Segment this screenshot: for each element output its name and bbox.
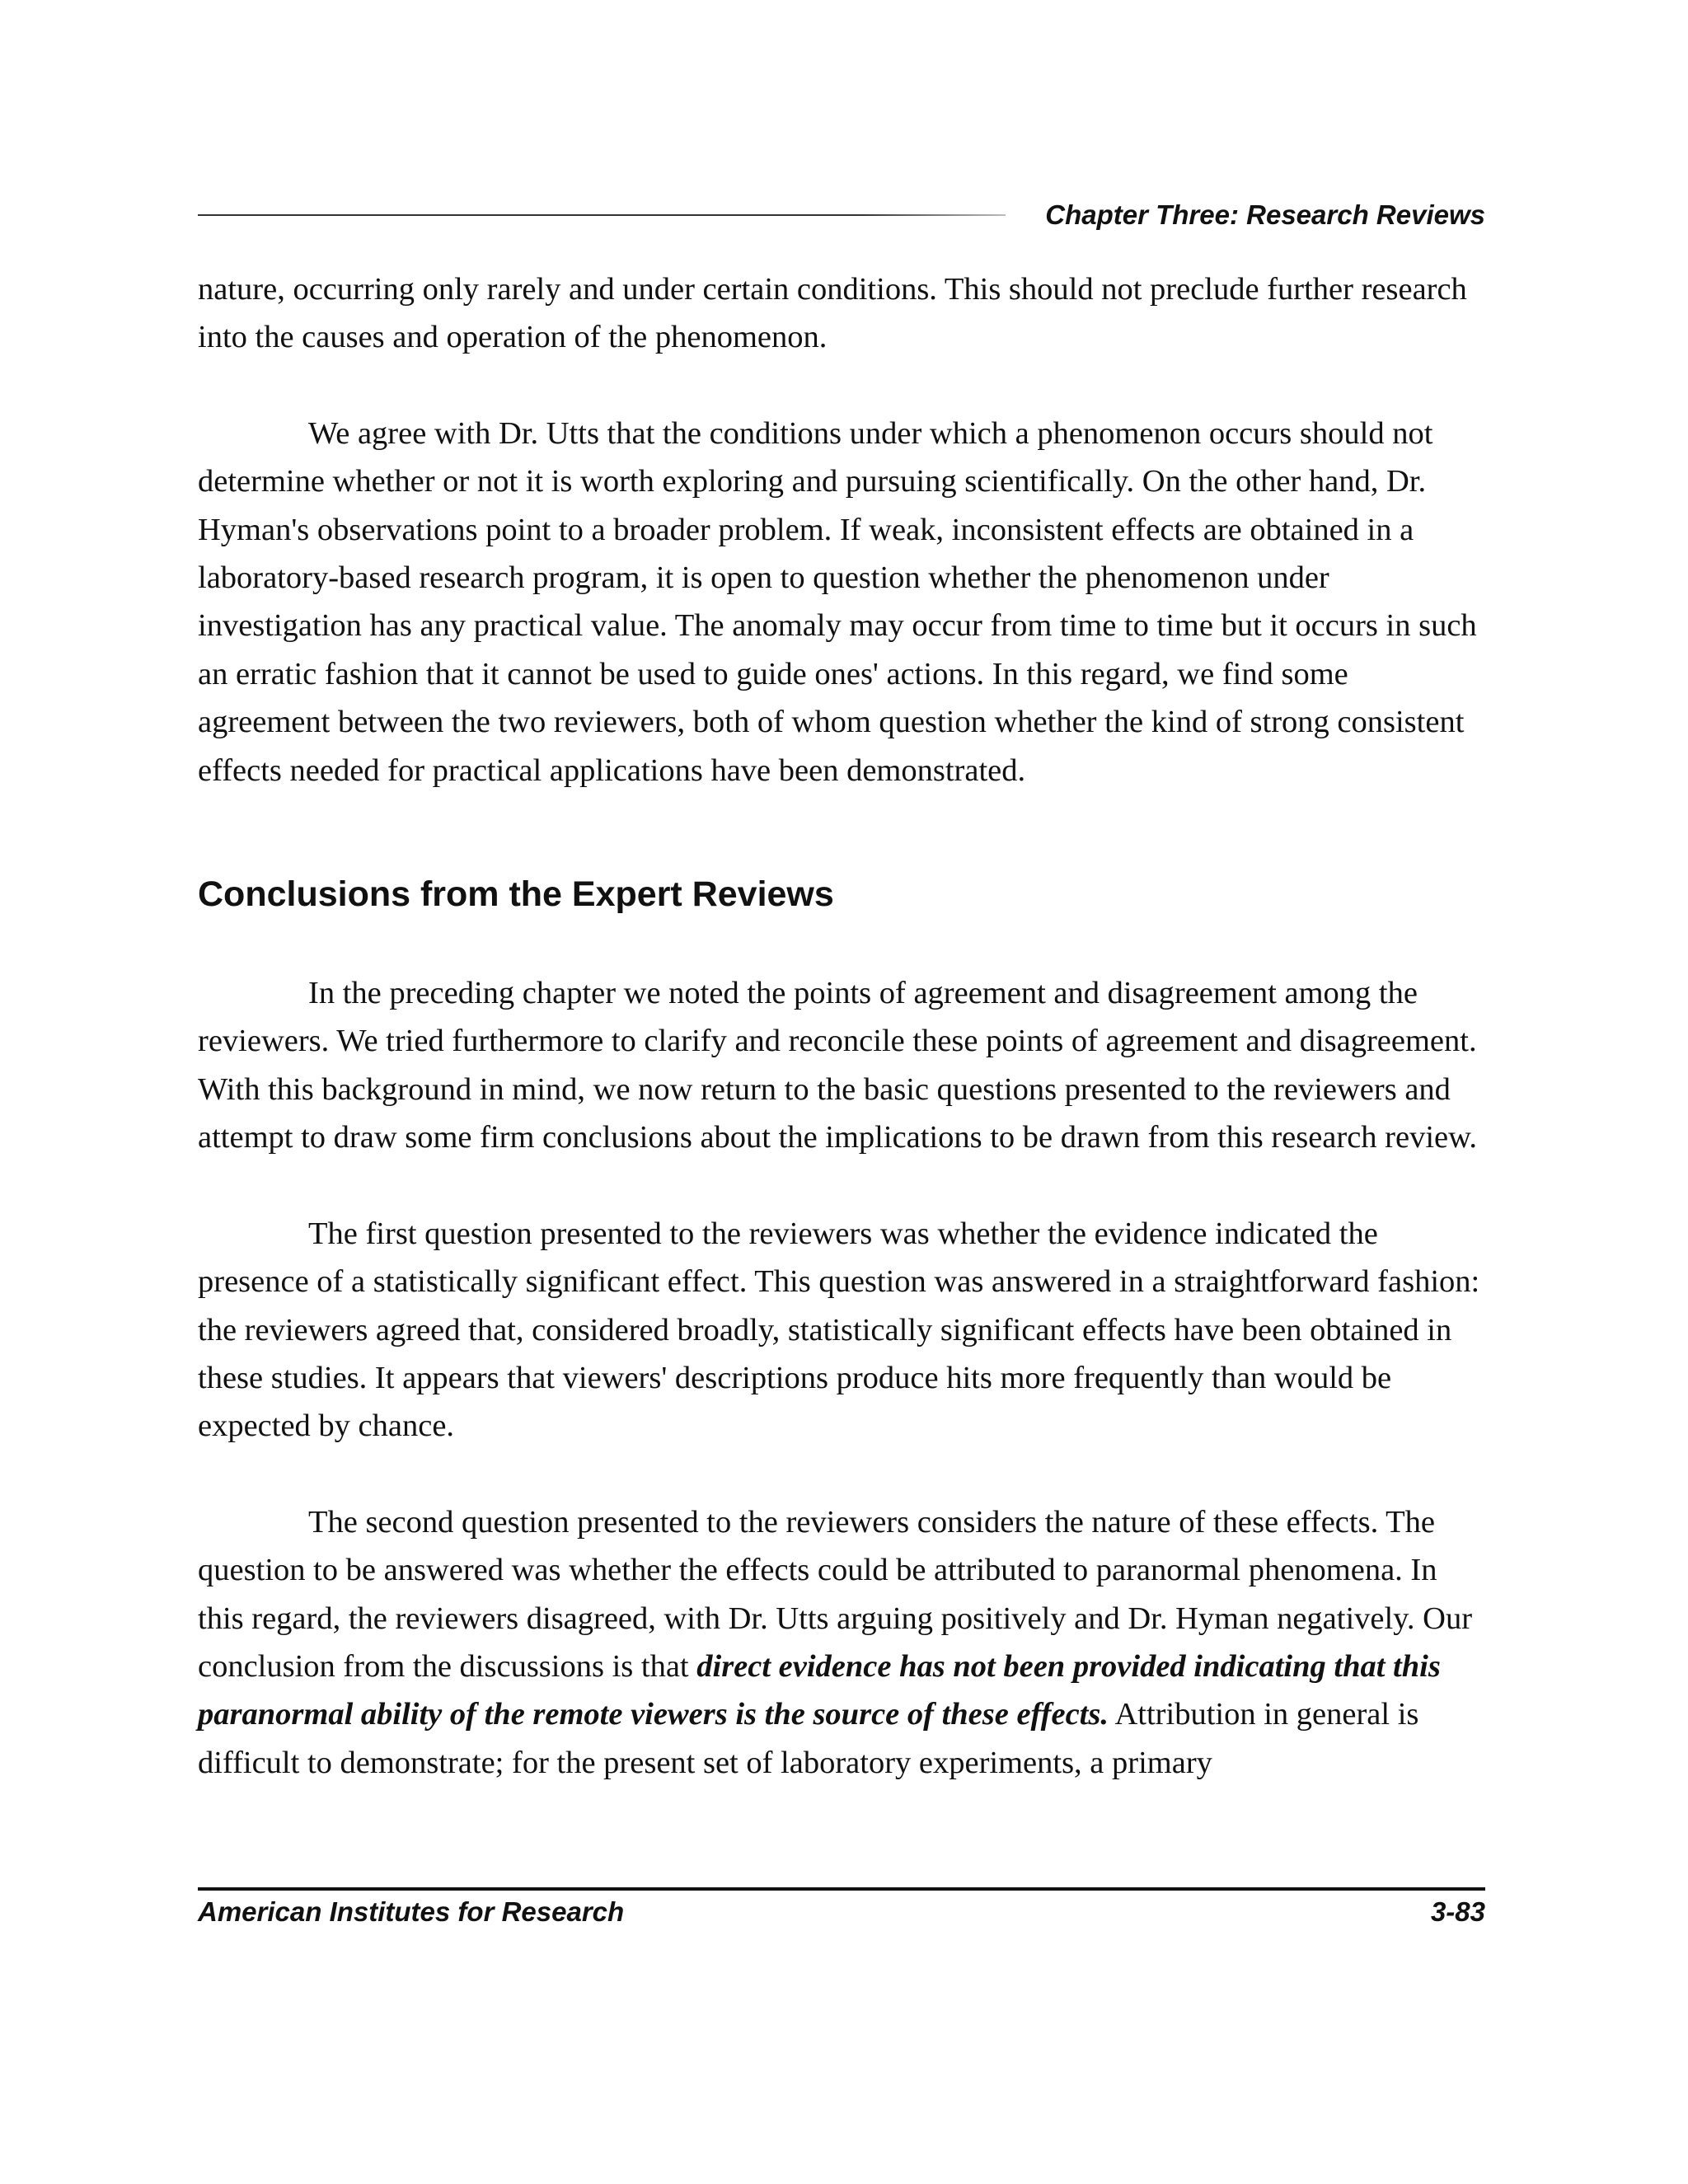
header-rule (198, 214, 1006, 216)
chapter-title: Chapter Three: Research Reviews (1045, 199, 1485, 230)
paragraph-continuation: nature, occurring only rarely and under certain conditions. This should not preclude further research into the causes and operation of the phenomenon. (198, 272, 1467, 355)
section-heading: Conclusions from the Expert Reviews (198, 874, 834, 915)
second-question-text: The second question presented to the reviewers considers the nature of these effects. The question to be answered was whether the effects could be attributed to paranormal phenomena. In this regard, the reviewers disagreed, with Dr. Utts arguing positively and Dr. Hyman negatively. Our conclusion from the discussions is that (198, 1504, 1473, 1684)
running-header (198, 194, 1485, 236)
page-number: 3-83 (1430, 1896, 1485, 1927)
paragraph-agreement: We agree with Dr. Utts that the conditions under which a phenomenon occurs should not determine whether or not it is worth exploring and pursuing scientifically. On the other hand, Dr. Hyman's observations point to a broader problem. If weak, inconsistent effects are obtained in a laboratory-based research program, it is open to question whether the phenomenon under investigation has any practical value. The anomaly may occur from time to time but it occurs in such an erratic fashion that it cannot be used to guide ones' actions. In this regard, we find some agreement between the two reviewers, both of whom question whether the kind of strong consistent effects needed for practical applications have been demonstrated. (198, 415, 1477, 788)
footer-organization: American Institutes for Research (198, 1896, 625, 1927)
second-question-continuation: Attribution in general is difficult to demonstrate; for the present set of laboratory experiments, a primary (198, 1697, 1419, 1780)
body-text (198, 265, 1485, 1787)
paragraph-second-question (198, 1498, 1485, 1787)
running-footer (198, 1887, 1485, 1937)
emphasized-conclusion: direct evidence has not been provided indicating that this paranormal ability of the remote viewers is the source of these effects. (198, 1648, 1441, 1732)
paragraph-preceding-chapter: In the preceding chapter we noted the points of agreement and disagreement among the reviewers. We tried furthermore to clarify and reconcile these points of agreement and disagreement. With this background in mind, we now return to the basic questions presented to the reviewers and attempt to draw some firm conclusions about the implications to be drawn from this research review. (198, 976, 1478, 1155)
paragraph-first-question: The first question presented to the reviewers was whether the evidence indicated the presence of a statistically significant effect. This question was answered in a straightforward fashion: the reviewers agreed that, considered broadly, statistically significant effects have been obtained in these studies. It appears that viewers' descriptions produce hits more frequently than would be expected by chance. (198, 1216, 1480, 1444)
footer-rule (198, 1887, 1485, 1891)
